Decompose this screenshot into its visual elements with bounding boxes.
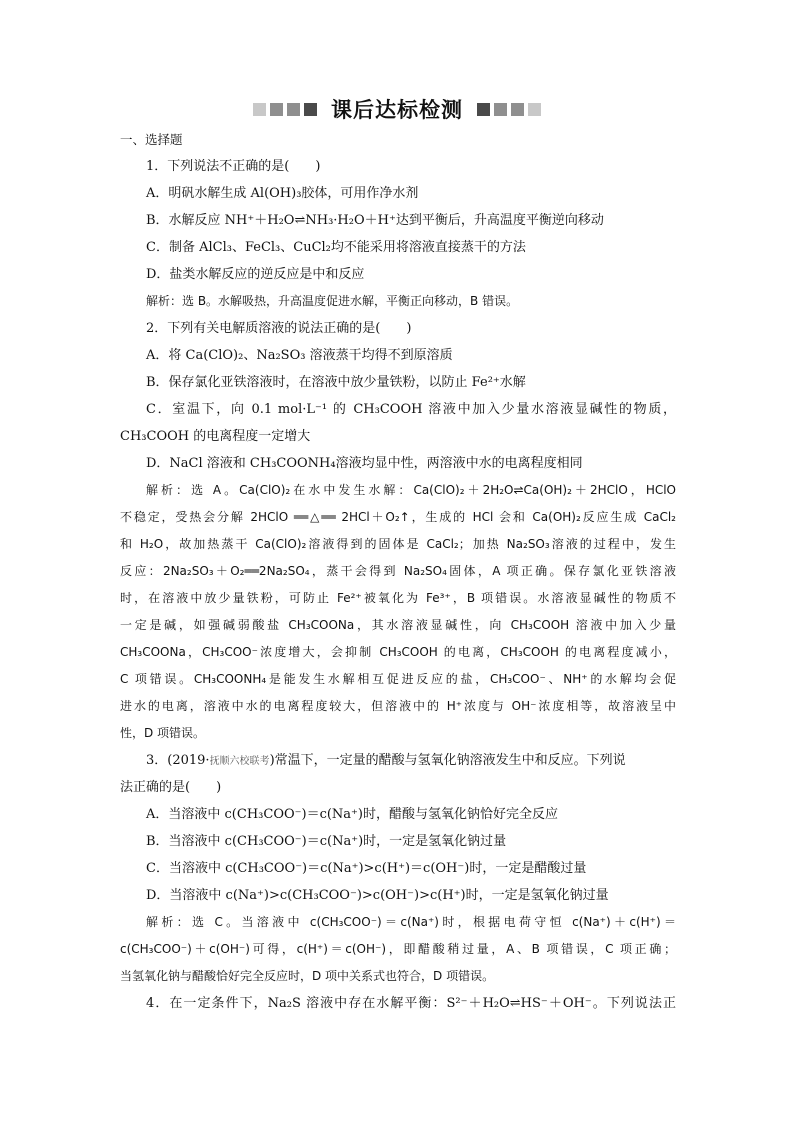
question-1-stem: 1．下列说法不正确的是( ) <box>146 159 321 174</box>
question-2-option-b: B．保存氯化亚铁溶液时，在溶液中放少量铁粉，以防止 Fe²⁺水解 <box>146 375 526 390</box>
question-number: 3．(2019· <box>146 753 210 768</box>
page-title: 课后达标检测 <box>331 98 463 122</box>
question-3-option-c: C．当溶液中 c(CH₃COO⁻)＝c(Na⁺)>c(H⁺)＝c(OH⁻)时，一定是醋酸过量 <box>146 861 587 876</box>
question-3-option-d: D．当溶液中 c(Na⁺)>c(CH₃COO⁻)>c(OH⁻)>c(H⁺)时，一定是氢氧化钠过量 <box>146 888 609 903</box>
decor-square-icon <box>304 103 317 116</box>
decor-square-icon <box>511 103 524 116</box>
question-4-stem: 4．在一定条件下，Na₂S 溶液中存在水解平衡：S²⁻＋H₂O⇌HS⁻＋OH⁻。下列说法正 <box>146 996 676 1011</box>
question-1-option-c: C．制备 AlCl₃、FeCl₃、CuCl₂均不能采用将溶液直接蒸干的方法 <box>146 240 526 255</box>
question-2-solution-line: 不稳定，受热会分解 2HClO ══△══ 2HCl＋O₂↑，生成的 HCl 会和 Ca(OH)₂反应生成 CaCl₂ <box>120 510 676 524</box>
question-2-stem: 2．下列有关电解质溶液的说法正确的是( ) <box>146 321 412 336</box>
question-3-solution-line: c(CH₃COO⁻)＋c(OH⁻)可得，c(H⁺)＝c(OH⁻)，即醋酸稍过量，A、B 项错误，C 项正确； <box>120 942 676 956</box>
document-body <box>120 126 676 1017</box>
decor-square-icon <box>528 103 541 116</box>
question-2-solution-line: C 项错误。CH₃COONH₄是能发生水解相互促进反应的盐，CH₃COO⁻、NH⁺的水解均会促 <box>120 672 676 686</box>
question-3-text: )常温下，一定量的醋酸与氢氧化钠溶液发生中和反应。下列说 <box>269 753 626 768</box>
question-2-solution-line: 时，在溶液中放少量铁粉，可防止 Fe²⁺被氧化为 Fe³⁺，B 项错误。水溶液显碱性的物质不 <box>120 591 676 605</box>
decor-square-icon <box>287 103 300 116</box>
question-3-solution-line: 解析：选 C。当溶液中 c(CH₃COO⁻)＝c(Na⁺)时，根据电荷守恒 c(Na⁺)＋c(H⁺)＝ <box>146 915 676 929</box>
question-2-solution-line: 解析：选 A。Ca(ClO)₂在水中发生水解：Ca(ClO)₂＋2H₂O⇌Ca(OH)₂＋2HClO，HClO <box>146 483 676 497</box>
question-3-stem <box>120 747 676 774</box>
question-2-solution-line: 反应：2Na₂SO₃＋O₂══2Na₂SO₄，蒸干会得到 Na₂SO₄固体，A 项正确。保存氯化亚铁溶液 <box>120 564 676 578</box>
question-2-solution-line: 一定是碱，如强碱弱酸盐 CH₃COONa，其水溶液显碱性，向 CH₃COOH 溶液中加入少量 <box>120 618 676 632</box>
decor-square-icon <box>477 103 490 116</box>
question-1-option-d: D．盐类水解反应的逆反应是中和反应 <box>146 267 365 282</box>
section-heading: 一、选择题 <box>120 132 183 147</box>
question-1-solution: 解析：选 B。水解吸热，升高温度促进水解，平衡正向移动，B 错误。 <box>146 294 519 308</box>
question-2-option-c: C．室温下，向 0.1 mol·L⁻¹ 的 CH₃COOH 溶液中加入少量水溶液显碱性的物质， <box>146 402 676 417</box>
question-2-option-d: D．NaCl 溶液和 CH₃COONH₄溶液均显中性，两溶液中水的电离程度相同 <box>146 456 583 471</box>
question-3-option-b: B．当溶液中 c(CH₃COO⁻)＝c(Na⁺)时，一定是氢氧化钠过量 <box>146 834 507 849</box>
question-1-option-a: A．明矾水解生成 Al(OH)₃胶体，可用作净水剂 <box>146 186 419 201</box>
question-2-option-a: A．将 Ca(ClO)₂、Na₂SO₃ 溶液蒸干均得不到原溶质 <box>146 348 453 363</box>
question-source: 抚顺六校联考 <box>209 756 270 767</box>
title-bar <box>0 94 794 124</box>
question-3-solution-line: 当氢氧化钠与醋酸恰好完全反应时，D 项中关系式也符合，D 项错误。 <box>120 969 495 983</box>
question-3-stem-cont: 法正确的是( ) <box>120 780 222 795</box>
question-3-option-a: A．当溶液中 c(CH₃COO⁻)＝c(Na⁺)时，醋酸与氢氧化钠恰好完全反应 <box>146 807 558 822</box>
question-2-solution-line: 性，D 项错误。 <box>120 726 206 740</box>
question-2-solution-line: 进水的电离，溶液中水的电离程度较大，但溶液中的 H⁺浓度与 OH⁻浓度相等，故溶液呈中 <box>120 699 676 713</box>
decor-square-icon <box>253 103 266 116</box>
decor-square-icon <box>270 103 283 116</box>
question-2-solution-line: 和 H₂O，故加热蒸干 Ca(ClO)₂溶液得到的固体是 CaCl₂；加热 Na₂SO₃溶液的过程中，发生 <box>120 537 676 551</box>
question-2-option-c-cont: CH₃COOH 的电离程度一定增大 <box>120 429 311 444</box>
question-1-option-b: B．水解反应 NH⁺＋H₂O⇌NH₃·H₂O＋H⁺达到平衡后，升高温度平衡逆向移动 <box>146 213 604 228</box>
decor-square-icon <box>494 103 507 116</box>
question-2-solution-line: CH₃COONa，CH₃COO⁻浓度增大，会抑制 CH₃COOH 的电离，CH₃COOH 的电离程度减小， <box>120 645 676 659</box>
